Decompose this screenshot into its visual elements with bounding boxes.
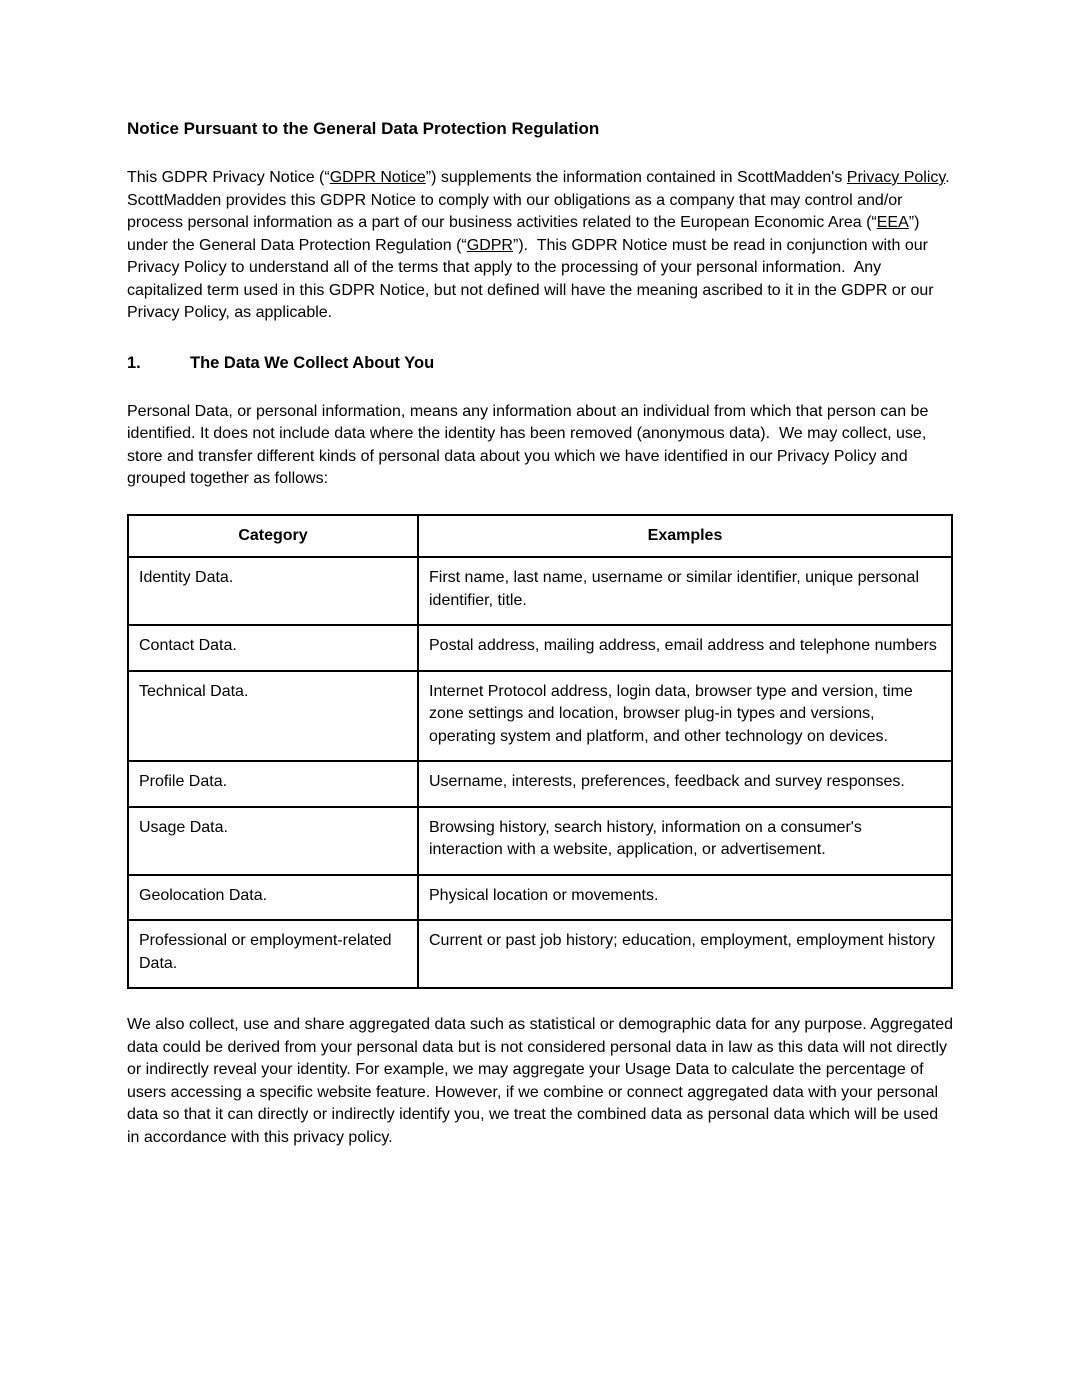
text-segment: ”) supplements the information contained in ScottMadden's [425, 169, 847, 186]
examples-cell: Postal address, mailing address, email address and telephone numbers [418, 625, 952, 671]
category-cell: Contact Data. [128, 625, 418, 671]
table-row [128, 920, 952, 988]
table-row [128, 671, 952, 762]
category-cell: Profile Data. [128, 761, 418, 807]
text-segment: This GDPR Privacy Notice (“ [127, 169, 330, 186]
table-row [128, 557, 952, 625]
category-cell: Usage Data. [128, 807, 418, 875]
examples-cell: First name, last name, username or similar identifier, unique personal identifier, title. [418, 557, 952, 625]
examples-cell: Internet Protocol address, login data, browser type and version, time zone settings and location, browser plug-in types and versions, operating system and platform, and other technology on devices. [418, 671, 952, 762]
category-cell: Professional or employment-related Data. [128, 920, 418, 988]
table-row [128, 807, 952, 875]
table-header [128, 515, 952, 558]
table-body [128, 557, 952, 988]
underlined-term: Privacy Policy [846, 169, 946, 186]
section-title: The Data We Collect About You [190, 353, 435, 372]
table-row [128, 761, 952, 807]
data-categories-table [127, 514, 953, 990]
section-body-paragraph: Personal Data, or personal information, means any information about an individual from which that person can be identified. It does not include data where the identity has been removed (anonymous data). We may collect, use, store and transfer different kinds of personal data about you which we have identified in our Privacy Policy and grouped together as follows: [127, 402, 933, 487]
table-header-category: Category [128, 515, 418, 558]
text-segment: ”). This GDPR Notice must be read in conjunction with our Privacy Policy to understand all of the terms that apply to the processing of your personal information. Any capitalized term used in this GDPR Notice, but not defined will have the meaning ascribed to it in the GDPR or our Privacy Policy, as applicable. [127, 236, 939, 321]
table-header-examples: Examples [418, 515, 952, 558]
examples-cell: Physical location or movements. [418, 875, 952, 921]
examples-cell: Browsing history, search history, information on a consumer's interaction with a website, application, or advertisement. [418, 807, 952, 875]
document-title: Notice Pursuant to the General Data Protection Regulation [127, 119, 600, 138]
text-segment: . ScottMadden provides this GDPR Notice to comply with our obligations as a company that may control and/or process personal information as a part of our business activities related to the European Economic Area (“ [127, 169, 959, 231]
table-row [128, 875, 952, 921]
examples-cell: Current or past job history; education, employment, employment history [418, 920, 952, 988]
examples-cell: Username, interests, preferences, feedback and survey responses. [418, 761, 952, 807]
category-cell: Identity Data. [128, 557, 418, 625]
underlined-term: GDPR Notice [329, 169, 426, 186]
underlined-term: EEA [876, 214, 909, 231]
table-header-row [128, 515, 952, 558]
section-number: 1. [127, 353, 141, 372]
closing-paragraph: We also collect, use and share aggregated data such as statistical or demographic data for any purpose. Aggregated data could be derived from your personal data but is not considered personal data in law as this data will not directly or indirectly reveal your identity. For example, we may aggregate your Usage Data to calculate the percentage of users accessing a specific website feature. However, if we combine or connect aggregated data with your personal data so that it can directly or indirectly identify you, we treat the combined data as personal data which will be used in accordance with this privacy policy. [127, 1016, 958, 1146]
category-cell: Geolocation Data. [128, 875, 418, 921]
intro-paragraph [127, 167, 959, 325]
table-row [128, 625, 952, 671]
underlined-term: GDPR [466, 236, 513, 254]
text-segment: ”) under the General Data Protection Regulation (“ [127, 214, 924, 254]
category-cell: Technical Data. [128, 671, 418, 762]
section-heading [127, 352, 953, 374]
